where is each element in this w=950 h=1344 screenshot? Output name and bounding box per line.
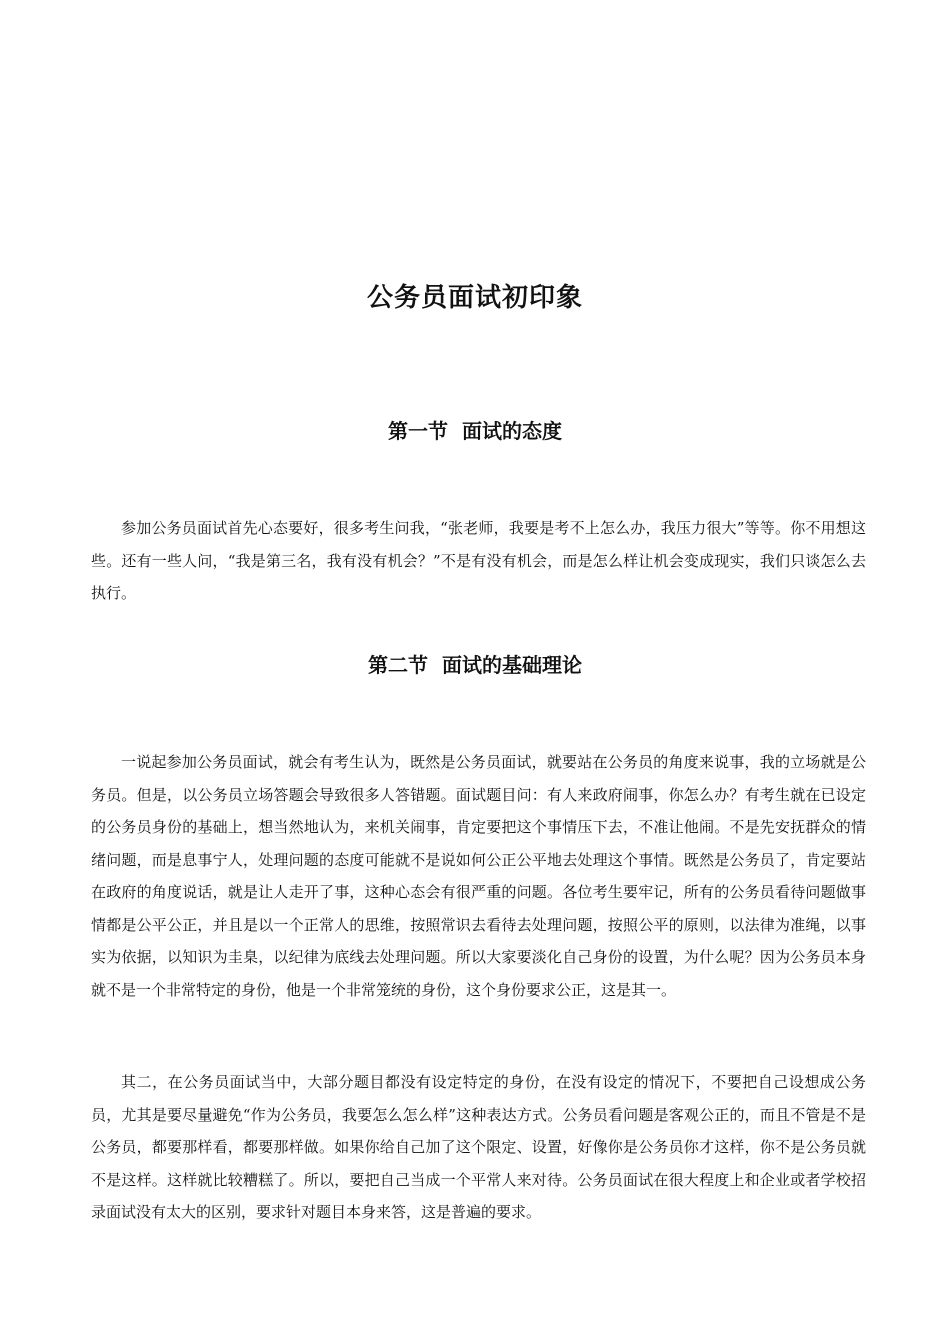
document-title: 公务员面试初印象 — [366, 283, 583, 313]
paragraph: 一说起参加公务员面试，就会有考生认为，既然是公务员面试，就要站在公务员的角度来说事，我的立场就是公务员。但是，以公务员立场答题会导致很多人答错题。面试题目问：有人来政府闹事，你怎么办？有考生就在已设定的公务员身份的基础上，想当然地认为，来机关闹事，肯定要把这个事情压下去，不准让他闹。不是先安抚群众的情绪问题，而是息事宁人，处理问题的态度可能就不是说如何公正公平地去处理这个事情。既然是公务员了，肯定要站在政府的角度说话，就是让人走开了事，这种心态会有很严重的问题。各位考生要牢记，所有的公务员看待问题做事情都是公平公正，并且是以一个正常人的思维，按照常识去看待去处理问题，按照公平的原则，以法律为准绳，以事实为依据，以知识为圭臬，以纪律为底线去处理问题。所以大家要淡化自己身份的设置，为什么呢？因为公务员本身就不是一个非常特定的身份，他是一个非常笼统的身份，这个身份要求公正，这是其一。 — [91, 753, 866, 999]
paragraph: 其二，在公务员面试当中，大部分题目都没有设定特定的身份，在没有设定的情况下，不要把自己设想成公务员，尤其是要尽量避免“作为公务员，我要怎么怎么样”这种表达方式。公务员看问题是客观公正的，而且不管是不是公务员，都要那样看，都要那样做。如果你给自己加了这个限定、设置，好像你是公务员你才这样，你不是公务员就不是这样。这样就比较糟糕了。所以，要把自己当成一个平常人来对待。公务员面试在很大程度上和企业或者学校招录面试没有太大的区别，要求针对题目本身来答，这是普遍的要求。 — [91, 1073, 866, 1221]
section-heading-basic-theory: 第二节 面试的基础理论 — [368, 653, 582, 677]
paragraph: 参加公务员面试首先心态要好，很多考生问我，“张老师，我要是考不上怎么办，我压力很大”等等。你不用想这些。还有一些人问，“我是第三名，我有没有机会？”不是有没有机会，而是怎么样让机会变成现实，我们只谈怎么去执行。 — [91, 519, 866, 602]
section-heading-attitude: 第一节 面试的态度 — [388, 419, 562, 443]
